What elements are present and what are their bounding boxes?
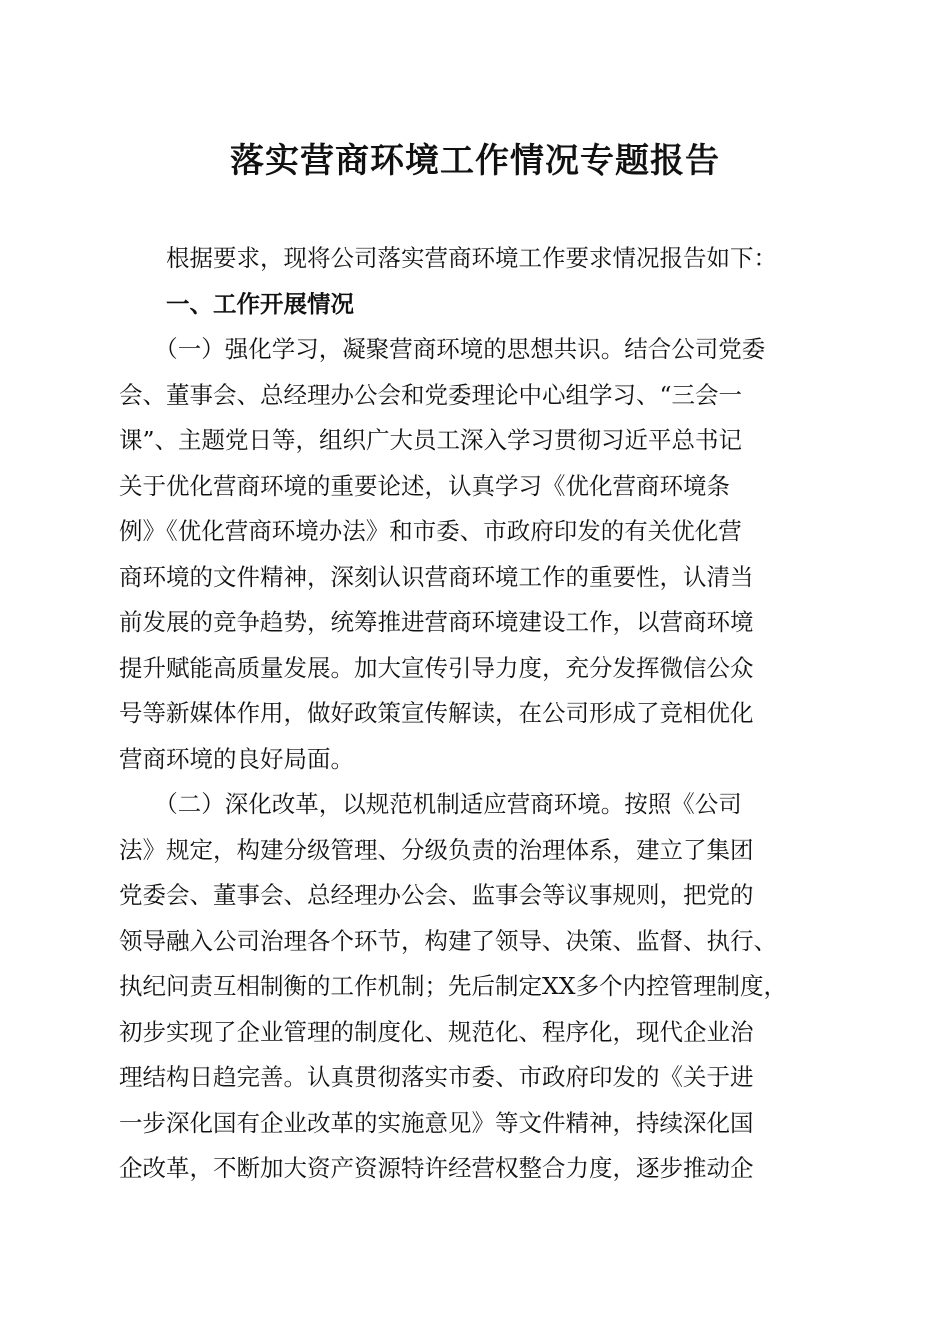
body-line: 前发展的竞争趋势，统筹推进营商环境建设工作，以营商环境 <box>119 608 754 636</box>
body-line: 企改革，不断加大资产资源特许经营权整合力度，逐步推动企 <box>119 1154 754 1182</box>
body-line: 号等新媒体作用，做好政策宣传解读，在公司形成了竞相优化 <box>119 699 754 727</box>
body-line: 营商环境的良好局面。 <box>119 744 354 773</box>
body-line: 商环境的文件精神，深刻认识营商环境工作的重要性，认清当 <box>119 562 754 591</box>
body-line: 初步实现了企业管理的制度化、规范化、程序化，现代企业治 <box>119 1017 754 1046</box>
intro-line: 根据要求，现将公司落实营商环境工作要求情况报告如下： <box>119 244 777 272</box>
page-title: 落实营商环境工作情况专题报告 <box>230 141 720 181</box>
body-line: 理结构日趋完善。认真贯彻落实市委、市政府印发的《关于进 <box>119 1063 754 1091</box>
body-line: （二）深化改革，以规范机制适应营商环境。按照《公司 <box>119 790 742 818</box>
body-line: 党委会、董事会、总经理办公会、监事会等议事规则，把党的 <box>119 881 754 909</box>
body-line: 法》规定，构建分级管理、分级负责的治理体系，建立了集团 <box>119 835 754 864</box>
body-line: 提升赋能高质量发展。加大宣传引导力度，充分发挥微信公众 <box>119 653 754 682</box>
body-line: 课”、主题党日等，组织广大员工深入学习贯彻习近平总书记 <box>119 426 743 454</box>
body-line: 关于优化营商环境的重要论述，认真学习《优化营商环境条 <box>119 471 730 500</box>
document-body <box>119 236 831 1192</box>
section-heading: 一、工作开展情况 <box>119 289 354 318</box>
body-line: （一）强化学习，凝聚营商环境的思想共识。结合公司党委 <box>119 335 766 363</box>
body-line: 会、董事会、总经理办公会和党委理论中心组学习、“三会一 <box>119 380 743 409</box>
body-line: 例》《优化营商环境办法》和市委、市政府印发的有关优化营 <box>119 517 742 545</box>
body-line: 执纪问责互相制衡的工作机制；先后制定XX多个内控管理制度， <box>119 972 787 1000</box>
body-line: 领导融入公司治理各个环节，构建了领导、决策、监督、执行、 <box>119 926 777 955</box>
body-line: 一步深化国有企业改革的实施意见》等文件精神，持续深化国 <box>119 1108 754 1137</box>
